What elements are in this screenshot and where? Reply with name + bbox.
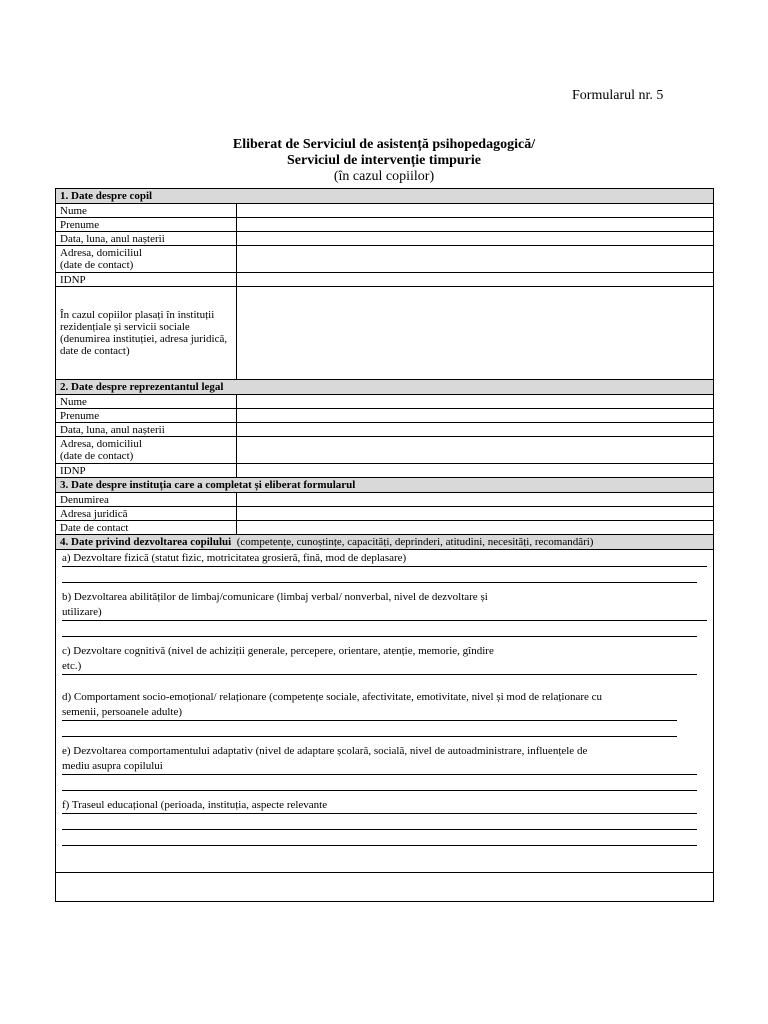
child-name-label: Nume [56,204,237,218]
rep-birthdate-field[interactable] [237,423,714,437]
inst-name-field[interactable] [237,493,714,507]
item-e-line2[interactable]: mediu asupra copilului [62,760,697,775]
item-c-line2[interactable]: etc.) [62,660,697,675]
rep-name-field[interactable] [237,395,714,409]
item-b-line2[interactable]: utilizare) [62,606,707,621]
rep-idnp-field[interactable] [237,464,714,478]
item-f[interactable]: f) Traseul educațional (perioada, instituția, aspecte relevante [62,799,697,814]
item-e-blank[interactable] [62,775,697,791]
item-d-line1: d) Comportament socio-emoțional/ relaționare (competențe sociale, afectivitate, emotivitate, nivel și mod de relaționare cu [62,691,603,703]
inst-contact-label: Date de contact [56,521,237,535]
item-a-blank[interactable] [62,567,697,583]
development-cell[interactable] [56,550,714,873]
section4-title: 4. Date privind dezvoltarea copilului [60,536,232,548]
child-address-label: Adresa, domiciliul (date de contact) [56,246,237,273]
form-title [0,137,768,185]
inst-contact-field[interactable] [237,521,714,535]
child-idnp-field[interactable] [237,273,714,287]
title-line-1: Eliberat de Serviciul de asistență psihopedagogică/ [232,137,536,152]
child-birthdate-field[interactable] [237,232,714,246]
rep-address-label: Adresa, domiciliul (date de contact) [56,437,237,464]
inst-address-field[interactable] [237,507,714,521]
item-c-line1: c) Dezvoltare cognitivă (nivel de achiziții generale, percepere, orientare, atenție, memorie, gîndire [62,645,494,657]
item-f-blank-2[interactable] [62,830,697,846]
item-a[interactable]: a) Dezvoltare fizică (statut fizic, motricitatea grosieră, fină, mod de deplasare) [62,552,707,567]
section3-header: 3. Date despre instituția care a completat și eliberat formularul [56,478,714,493]
inst-address-label: Adresa juridică [56,507,237,521]
title-line-3: (în cazul copiilor) [333,169,435,184]
form-table [55,188,714,902]
section4-note: (competențe, cunoștințe, capacități, deprinderi, atitudini, necesități, recomandări) [236,536,594,548]
inst-name-label: Denumirea [56,493,237,507]
section4-header [56,535,714,550]
rep-birthdate-label: Data, luna, anul nașterii [56,423,237,437]
child-birthdate-label: Data, luna, anul nașterii [56,232,237,246]
child-idnp-label: IDNP [56,273,237,287]
child-surname-field[interactable] [237,218,714,232]
title-line-2: Serviciul de intervenție timpurie [286,153,482,168]
child-institution-field[interactable] [237,287,714,380]
item-b-line1: b) Dezvoltarea abilităților de limbaj/comunicare (limbaj verbal/ nonverbal, nivel de dezvoltare și [62,591,488,603]
child-address-field[interactable] [237,246,714,273]
item-f-blank-1[interactable] [62,814,697,830]
child-name-field[interactable] [237,204,714,218]
item-d-line2[interactable]: semenii, persoanele adulte) [62,706,677,721]
section1-header: 1. Date despre copil [56,189,714,204]
item-b-blank[interactable] [62,621,697,637]
rep-address-field[interactable] [237,437,714,464]
rep-surname-label: Prenume [56,409,237,423]
rep-idnp-label: IDNP [56,464,237,478]
item-d-blank[interactable] [62,721,677,737]
rep-name-label: Nume [56,395,237,409]
child-institution-label: În cazul copiilor plasați în instituții rezidențiale și servicii sociale (denumirea instituției, adresa juridică, date de contact) [56,287,237,380]
form-number: Formularul nr. 5 [572,88,664,103]
child-surname-label: Prenume [56,218,237,232]
item-e-line1: e) Dezvoltarea comportamentului adaptativ (nivel de adaptare școlară, socială, nivel de autoadministrare, influențele de [62,745,588,757]
footer-cell[interactable] [56,873,714,902]
section2-header: 2. Date despre reprezentantul legal [56,380,714,395]
rep-surname-field[interactable] [237,409,714,423]
